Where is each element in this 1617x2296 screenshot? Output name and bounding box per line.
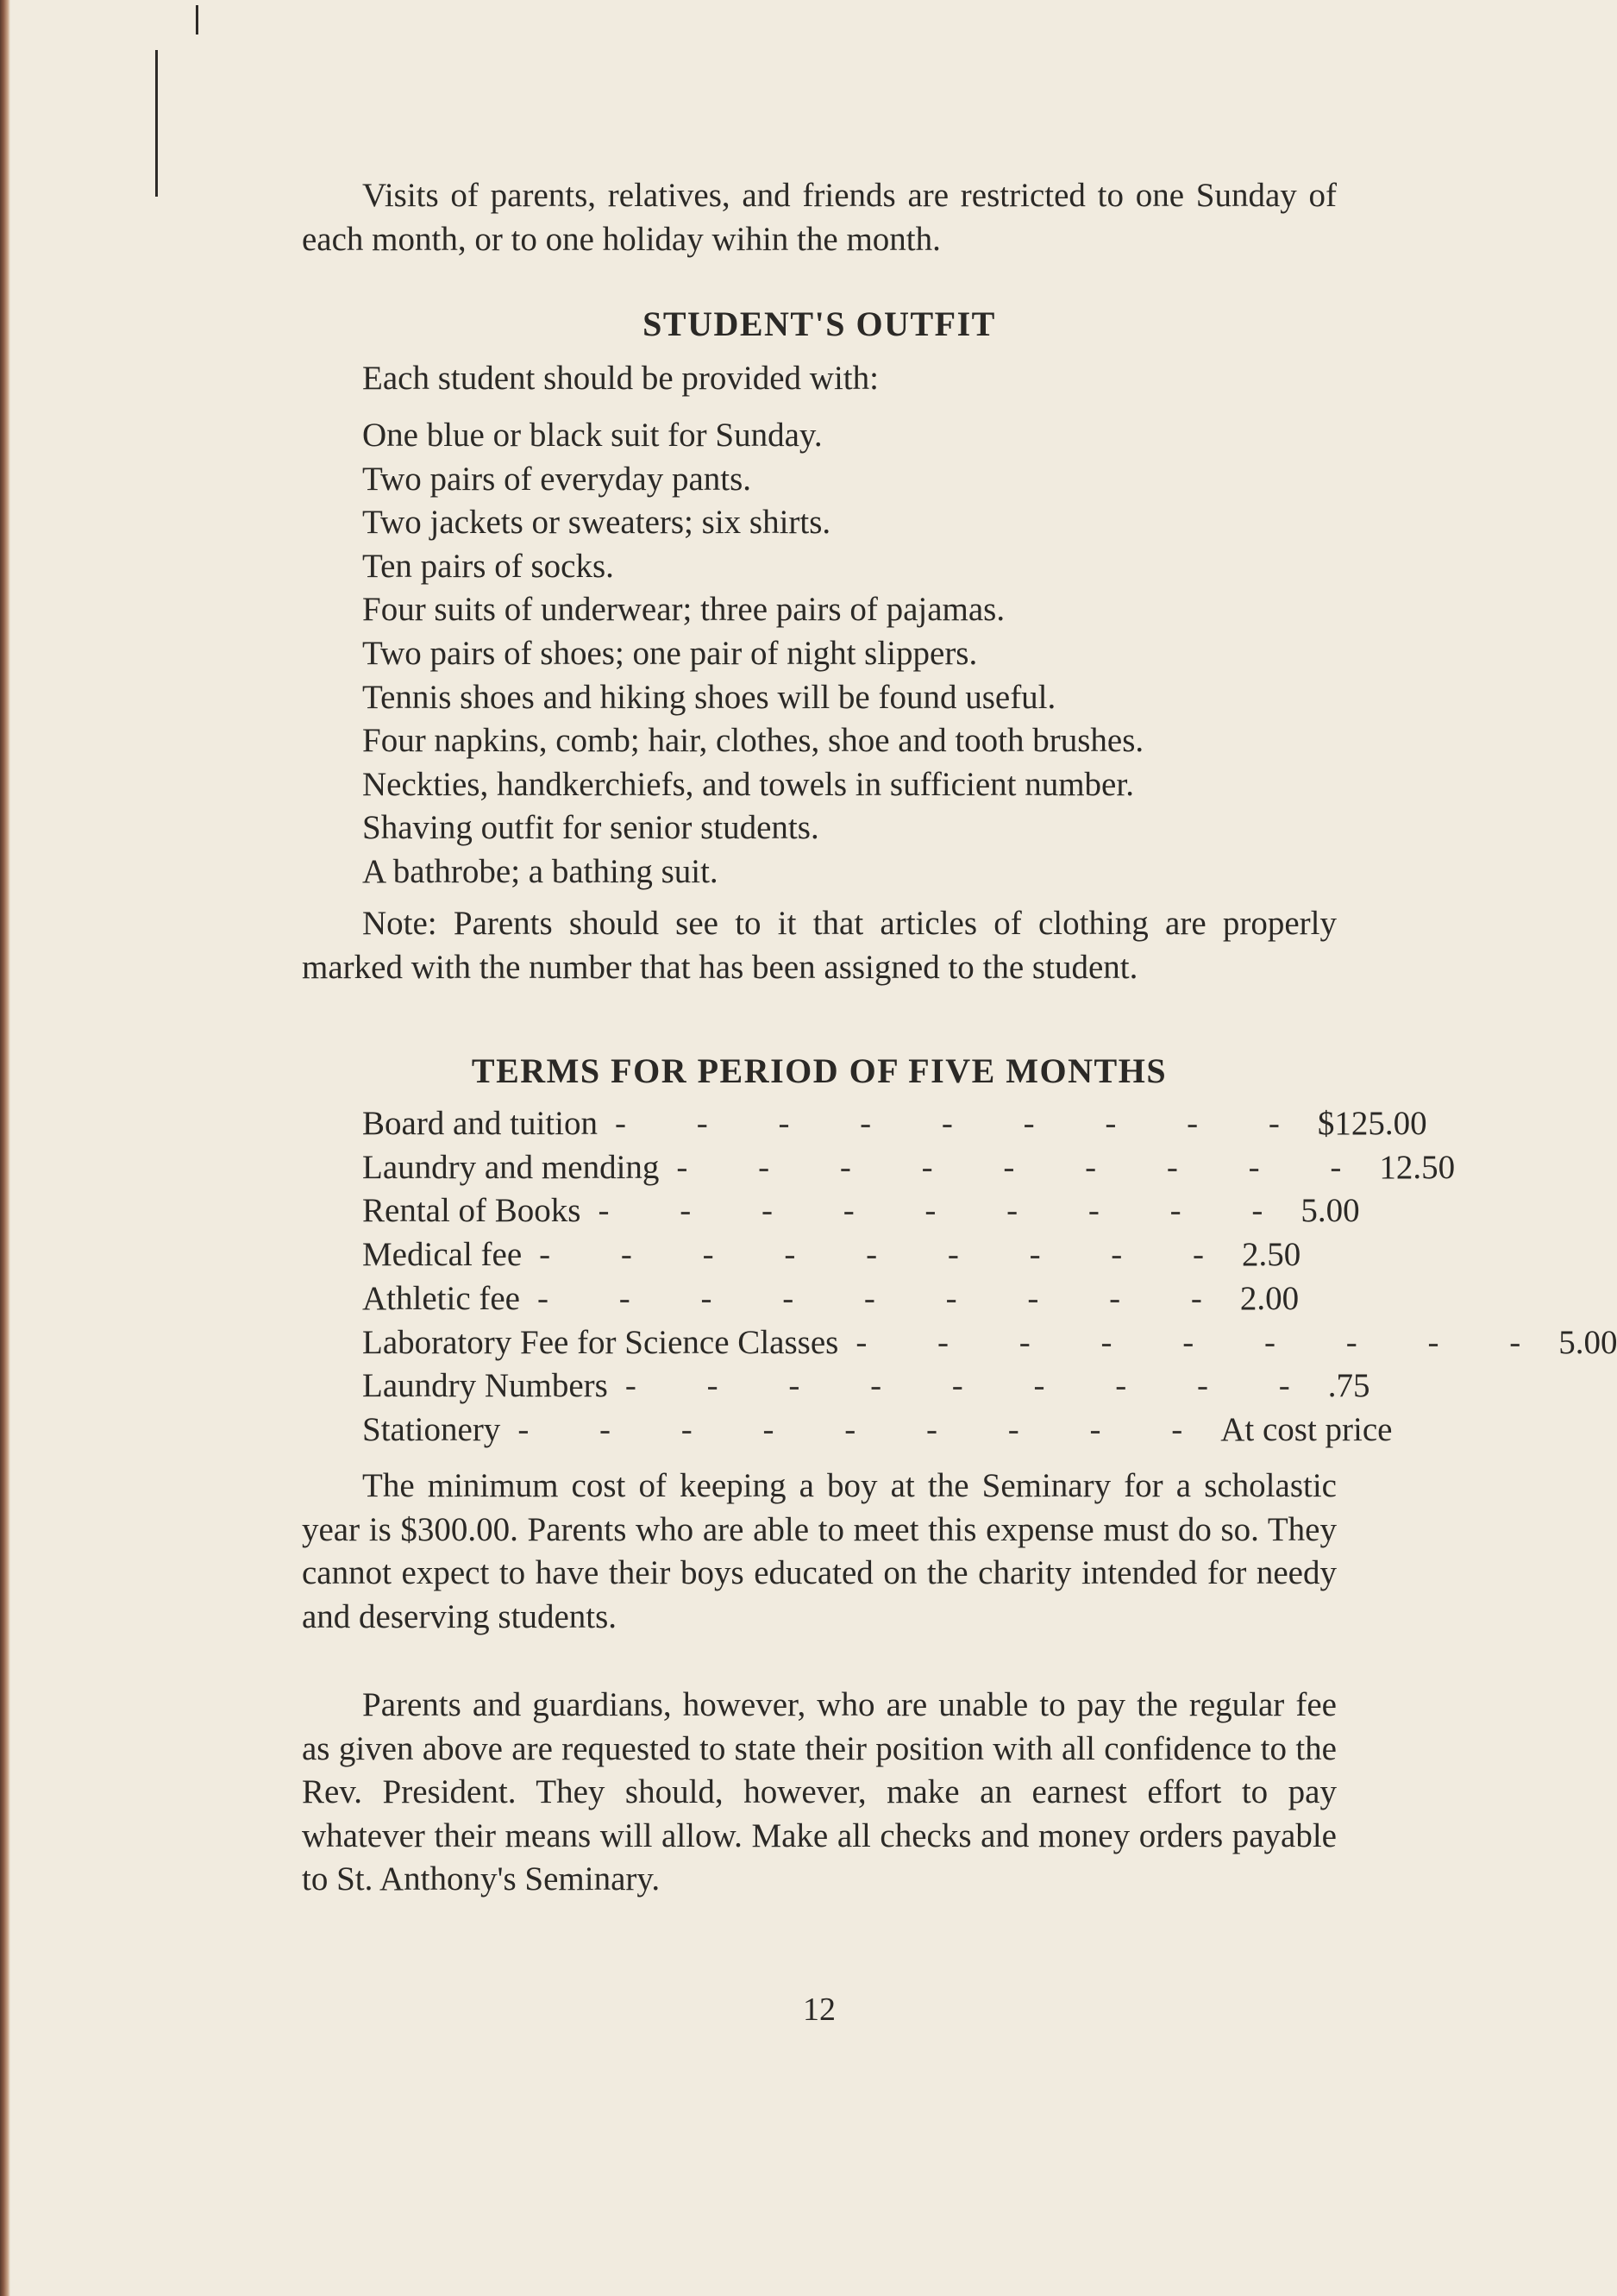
- term-label: Laundry Numbers: [362, 1367, 608, 1405]
- terms-table: [362, 1102, 1617, 1452]
- term-amount: 5.00: [1558, 1323, 1617, 1361]
- leader-dashes: - - - - - - - - -: [536, 1279, 1233, 1317]
- term-amount: $125.00: [1317, 1105, 1427, 1142]
- book-spine-edge: [0, 0, 10, 2296]
- list-item: Shaving outfit for senior students.: [362, 809, 819, 847]
- table-row: [362, 1364, 1370, 1408]
- table-row: [362, 1189, 1360, 1233]
- leader-dashes: - - - - - - - - -: [598, 1192, 1294, 1230]
- leader-dashes: - - - - - - - - -: [624, 1367, 1321, 1405]
- outfit-heading: STUDENT'S OUTFIT: [642, 304, 996, 343]
- term-amount: 12.50: [1379, 1148, 1456, 1186]
- table-row: [362, 1233, 1301, 1277]
- term-label: Board and tuition: [362, 1105, 598, 1142]
- list-item: Two pairs of shoes; one pair of night slippers.: [362, 634, 978, 672]
- table-row: [362, 1321, 1617, 1365]
- list-item: Four napkins, comb; hair, clothes, shoe and tooth brushes.: [362, 722, 1144, 760]
- note-paragraph: Note: Parents should see to it that articles of clothing are properly marked with the number that has been assigned to the student.: [302, 905, 1337, 986]
- outfit-list: [362, 414, 1337, 894]
- leader-dashes: - - - - - - - - -: [614, 1105, 1311, 1142]
- term-label: Rental of Books: [362, 1192, 581, 1230]
- list-item: A bathrobe; a bathing suit.: [362, 852, 718, 890]
- table-row: [362, 1146, 1456, 1190]
- term-label: Medical fee: [362, 1236, 523, 1274]
- table-row: [362, 1102, 1427, 1146]
- list-item: Ten pairs of socks.: [362, 547, 614, 585]
- list-item: Four suits of underwear; three pairs of pajamas.: [362, 591, 1006, 629]
- list-item: One blue or black suit for Sunday.: [362, 417, 823, 454]
- margin-line-mark: [155, 50, 158, 197]
- minimum-cost-paragraph: The minimum cost of keeping a boy at the Seminary for a scholastic year is $300.00. Parents who are able to meet this expense must do so. They cannot expect to have their boys educated on the charity intended for needy and deserving students.: [302, 1467, 1337, 1635]
- list-item: Two jackets or sweaters; six shirts.: [362, 504, 831, 542]
- term-amount: .75: [1327, 1367, 1370, 1405]
- term-label: Laundry and mending: [362, 1148, 660, 1186]
- table-row: [362, 1408, 1393, 1452]
- term-amount: At cost price: [1220, 1410, 1393, 1448]
- list-item: Neckties, handkerchiefs, and towels in sufficient number.: [362, 765, 1134, 803]
- terms-heading: TERMS FOR PERIOD OF FIVE MONTHS: [471, 1051, 1168, 1090]
- leader-dashes: - - - - - - - - -: [517, 1410, 1214, 1448]
- term-label: Laboratory Fee for Science Classes: [362, 1323, 839, 1361]
- leader-dashes: - - - - - - - - -: [676, 1148, 1373, 1186]
- list-item: Tennis shoes and hiking shoes will be found useful.: [362, 678, 1056, 716]
- term-amount: 2.50: [1242, 1236, 1301, 1274]
- parents-guardians-paragraph: Parents and guardians, however, who are unable to pay the regular fee as given above are requested to state their position with all confidence to the Rev. President. They should, however, make an earnest effort to pay whatever their means will allow. Make all checks and money orders payable to St. Anthony's Seminary.: [302, 1686, 1337, 1898]
- term-label: Athletic fee: [362, 1279, 520, 1317]
- list-item: Two pairs of everyday pants.: [362, 460, 752, 498]
- leader-dashes: - - - - - - - - -: [539, 1236, 1236, 1274]
- leader-dashes: - - - - - - - - -: [856, 1323, 1552, 1361]
- visits-paragraph: Visits of parents, relatives, and friends are restricted to one Sunday of each month, or to one holiday wihin the month.: [302, 177, 1337, 258]
- term-amount: 2.00: [1239, 1279, 1300, 1317]
- pencil-mark: [196, 5, 198, 35]
- table-row: [362, 1277, 1298, 1321]
- page-number: 12: [803, 1992, 836, 2028]
- term-amount: 5.00: [1300, 1192, 1360, 1230]
- outfit-intro: Each student should be provided with:: [362, 360, 879, 397]
- term-label: Stationery: [362, 1410, 501, 1448]
